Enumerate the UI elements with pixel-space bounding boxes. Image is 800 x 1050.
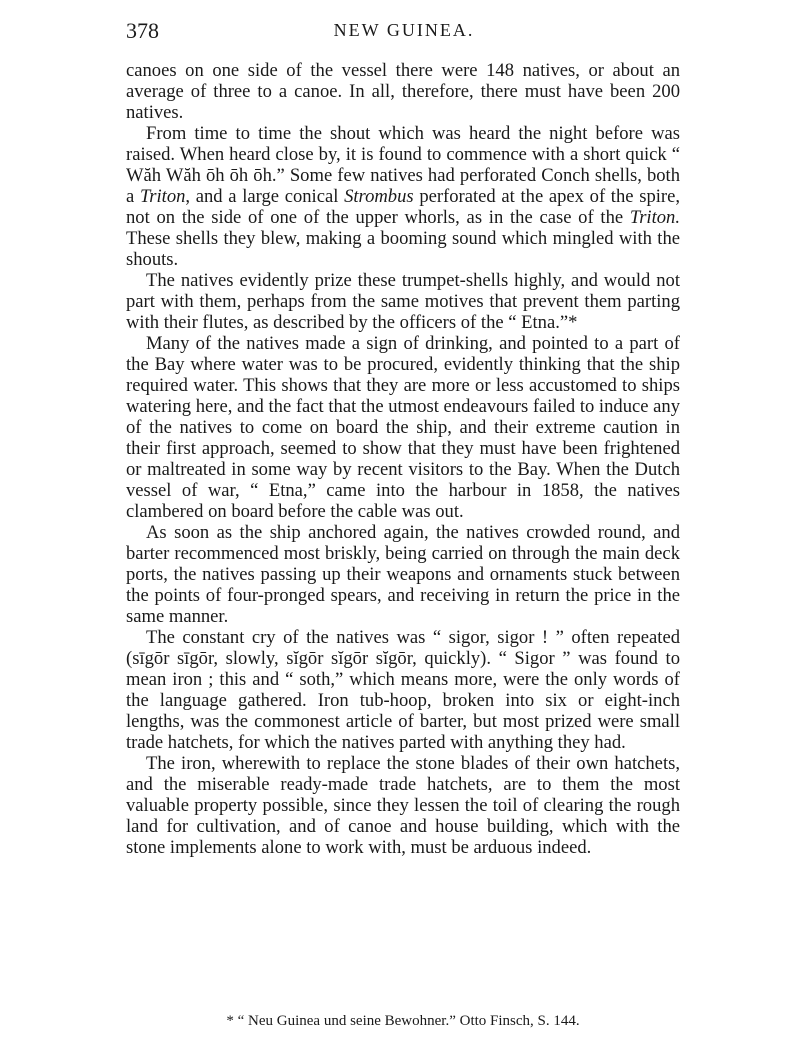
italic-triton: Triton: [139, 186, 186, 207]
paragraph-6: The constant cry of the natives was “ sigor, sigor ! ” often repeated (sīgōr sīgōr, slowly, sĭgōr sĭgōr sĭgōr, quickly). “ Sigor ” was found to mean iron ; this and “ soth,” which means more, were the only words of the language gathered. Iron tub-hoop, broken into six or eight-inch lengths, was the commonest article of barter, but most prized were small trade hatchets, for which the natives parted with anything they had.: [126, 627, 680, 753]
paragraph-2-text-1: From time to time the shout which was heard the night before was raised. When heard close by, it is found to commence with a short quick “ Wăh Wăh ōh ōh ōh.” Some few natives had perforated Conch shells, both a: [126, 123, 680, 207]
paragraph-2-text-2: , and a large conical: [185, 186, 345, 207]
page-header: [126, 18, 682, 48]
running-head: NEW GUINEA.: [333, 20, 475, 40]
paragraph-5: As soon as the ship anchored again, the natives crowded round, and barter recommenced most briskly, being carried on through the main deck ports, the natives passing up their weapons and ornaments stuck between the points of four-pronged spears, and receiving in return the price in the same manner.: [126, 522, 680, 627]
italic-triton-2: Triton.: [629, 207, 680, 228]
italic-strombus: Strombus: [344, 186, 414, 207]
footnote: * “ Neu Guinea und seine Bewohner.” Otto Finsch, S. 144.: [226, 1013, 580, 1029]
paragraph-7: The iron, wherewith to replace the stone blades of their own hatchets, and the miserable ready-made trade hatchets, are to them the most valuable property possible, since they lessen the toil of clearing the rough land for cultivation, and of canoe and house building, which with the stone implements alone to work with, must be arduous indeed.: [126, 753, 680, 858]
paragraph-3: The natives evidently prize these trumpet-shells highly, and would not part with them, perhaps from the same motives that prevent them parting with their flutes, as described by the officers of the “ Etna.”*: [126, 270, 680, 333]
paragraph-1: canoes on one side of the vessel there were 148 natives, or about an average of three to a canoe. In all, therefore, there must have been 200 natives.: [126, 60, 680, 123]
paragraph-2-text-3: perforated at the apex of the spire, not on the side of one of the upper whorls, as in the case of the: [126, 186, 680, 228]
paragraph-2: [126, 123, 680, 270]
body-text: [126, 60, 680, 858]
paragraph-4: Many of the natives made a sign of drinking, and pointed to a part of the Bay where water was to be procured, evidently thinking that the ship required water. This shows that they are more or less accustomed to ships watering here, and the fact that the utmost endeavours failed to induce any of the natives to come on board the ship, and their extreme caution in their first approach, seemed to show that they must have been frightened or maltreated in some way by recent visitors to the Bay. When the Dutch vessel of war, “ Etna,” came into the harbour in 1858, the natives clambered on board before the cable was out.: [126, 333, 680, 522]
paragraph-2-text-4: These shells they blew, making a booming sound which mingled with the shouts.: [126, 228, 680, 270]
page-number: 378: [126, 18, 159, 43]
